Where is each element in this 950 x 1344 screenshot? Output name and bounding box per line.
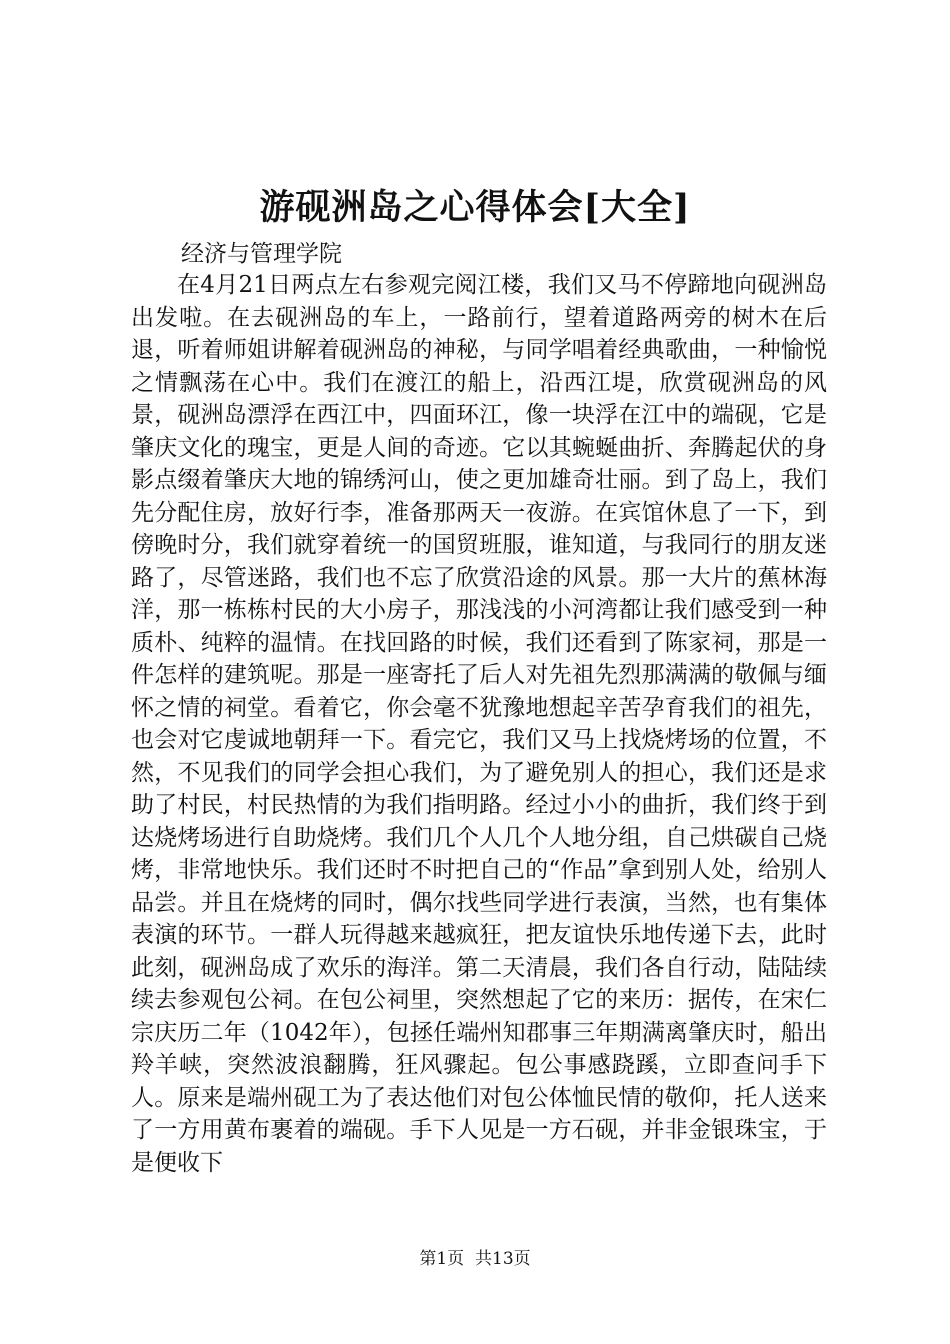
page-total: 共13页 [475, 1249, 531, 1269]
page-number: 第1页 [419, 1249, 465, 1269]
page-footer [0, 1247, 950, 1271]
document-title: 游砚洲岛之心得体会[大全] [259, 187, 691, 228]
author-affiliation: 经济与管理学院 [181, 241, 342, 267]
body-paragraph: 在4月21日两点左右参观完阅江楼，我们又马不停蹄地向砚洲岛出发啦。在去砚洲岛的车上，一路前行，望着道路两旁的树木在后退，听着师姐讲解着砚洲岛的神秘，与同学唱着经典歌曲，一种愉悦之情飘荡在心中。我们在渡江的船上，沿西江堤，欣赏砚洲岛的风景，砚洲岛漂浮在西江中，四面环江，像一块浮在江中的端砚，它是肇庆文化的瑰宝，更是人间的奇迹。它以其蜿蜒曲折、奔腾起伏的身影点缀着肇庆大地的锦绣河山，使之更加雄奇壮丽。到了岛上，我们先分配住房，放好行李，准备那两天一夜游。在宾馆休息了一下，到傍晚时分，我们就穿着统一的国贸班服，谁知道，与我同行的朋友迷路了，尽管迷路，我们也不忘了欣赏沿途的风景。那一大片的蕉林海洋，那一栋栋村民的大小房子，那浅浅的小河湾都让我们感受到一种质朴、纯粹的温情。在找回路的时候，我们还看到了陈家祠，那是一件怎样的建筑呢。那是一座寄托了后人对先祖先烈那满满的敬佩与缅怀之情的祠堂。看着它，你会毫不犹豫地想起辛苦孕育我们的祖先，也会对它虔诚地朝拜一下。看完它，我们又马上找烧烤场的位置，不然，不见我们的同学会担心我们，为了避免别人的担心，我们还是求助了村民，村民热情的为我们指明路。经过小小的曲折，我们终于到达烧烤场进行自助烧烤。我们几个人几个人地分组，自己烘碳自己烧烤，非常地快乐。我们还时不时把自己的“作品”拿到别人处，给别人品尝。并且在烧烤的同时，偶尔找些同学进行表演，当然，也有集体表演的环节。一群人玩得越来越疯狂，把友谊快乐地传递下去，此时此刻，砚洲岛成了欢乐的海洋。第二天清晨，我们各自行动，陆陆续续去参观包公祠。在包公祠里，突然想起了它的来历：据传，在宋仁宗庆历二年（1042年），包拯任端州知郡事三年期满离肇庆时，船出羚羊峡，突然波浪翻腾，狂风骤起。包公事感跷蹊，立即查问手下人。原来是端州砚工为了表达他们对包公体恤民情的敬仰，托人送来了一方用黄布裹着的端砚。手下人见是一方石砚，并非金银珠宝，于是便收下 [131, 272, 827, 1176]
